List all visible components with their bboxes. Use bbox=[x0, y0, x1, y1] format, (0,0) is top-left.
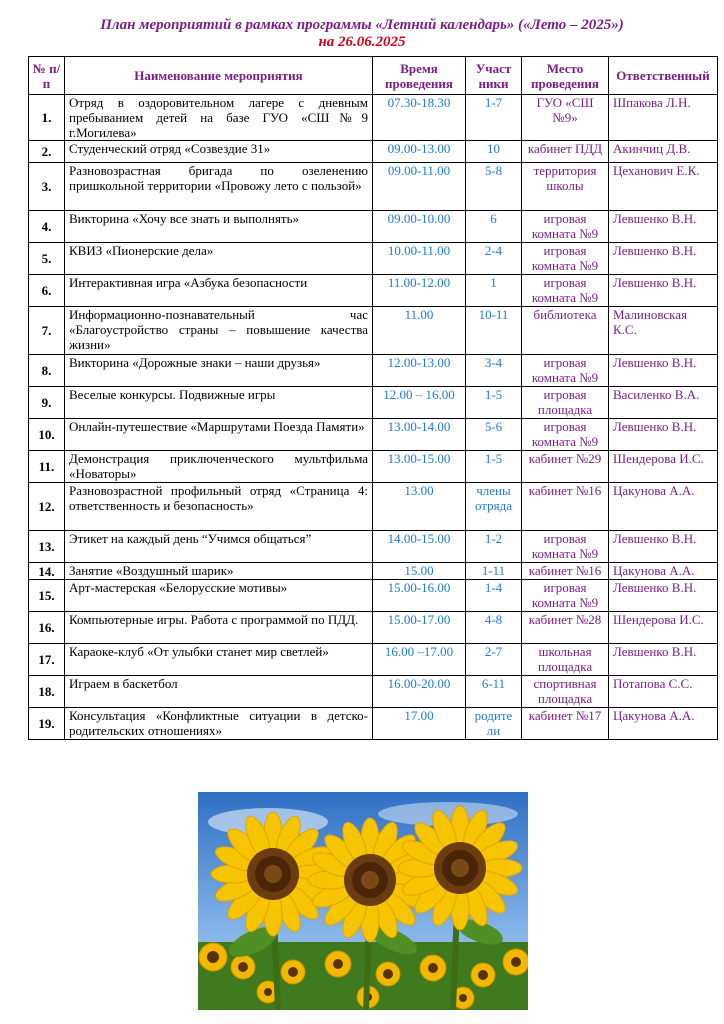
row-number: 11. bbox=[29, 451, 65, 483]
event-participants: 4-8 bbox=[466, 612, 522, 644]
sunflowers-image bbox=[198, 792, 528, 1010]
col-header-num: № п/п bbox=[29, 57, 65, 95]
event-time: 11.00 bbox=[373, 307, 466, 355]
event-participants: 1-4 bbox=[466, 580, 522, 612]
event-responsible: Левшенко В.Н. bbox=[609, 243, 718, 275]
event-name: Арт-мастерская «Белорусские мотивы» bbox=[65, 580, 373, 612]
table-row bbox=[29, 563, 718, 580]
event-name: Занятие «Воздушный шарик» bbox=[65, 563, 373, 580]
table-row bbox=[29, 163, 718, 211]
table-row bbox=[29, 307, 718, 355]
event-name: Компьютерные игры. Работа с программой по ПДД. bbox=[65, 612, 373, 644]
table-row bbox=[29, 612, 718, 644]
event-participants: 6-11 bbox=[466, 676, 522, 708]
event-participants: 3-4 bbox=[466, 355, 522, 387]
event-time: 13.00 bbox=[373, 483, 466, 531]
row-number: 18. bbox=[29, 676, 65, 708]
event-responsible: Шендерова И.С. bbox=[609, 451, 718, 483]
event-name: Караоке-клуб «От улыбки станет мир светлей» bbox=[65, 644, 373, 676]
table-row bbox=[29, 483, 718, 531]
event-name: Веселые конкурсы. Подвижные игры bbox=[65, 387, 373, 419]
event-place: игровая площадка bbox=[522, 387, 609, 419]
event-participants: 1-2 bbox=[466, 531, 522, 563]
event-name: Консультация «Конфликтные ситуации в детско-родительских отношениях» bbox=[65, 708, 373, 740]
event-place: кабинет №17 bbox=[522, 708, 609, 740]
table-header-row bbox=[29, 57, 718, 95]
event-time: 12.00 – 16.00 bbox=[373, 387, 466, 419]
event-name: Онлайн-путешествие «Маршрутами Поезда Памяти» bbox=[65, 419, 373, 451]
row-number: 3. bbox=[29, 163, 65, 211]
col-header-place: Место проведения bbox=[522, 57, 609, 95]
table-row bbox=[29, 419, 718, 451]
event-responsible: Левшенко В.Н. bbox=[609, 644, 718, 676]
table-row bbox=[29, 451, 718, 483]
event-participants: 1-5 bbox=[466, 451, 522, 483]
event-time: 09.00-10.00 bbox=[373, 211, 466, 243]
event-name: Играем в баскетбол bbox=[65, 676, 373, 708]
event-time: 15.00-16.00 bbox=[373, 580, 466, 612]
row-number: 6. bbox=[29, 275, 65, 307]
row-number: 12. bbox=[29, 483, 65, 531]
sunflowers-illustration bbox=[198, 792, 528, 1010]
row-number: 14. bbox=[29, 563, 65, 580]
event-time: 15.00 bbox=[373, 563, 466, 580]
event-responsible: Цакунова А.А. bbox=[609, 563, 718, 580]
event-name: КВИЗ «Пионерские дела» bbox=[65, 243, 373, 275]
event-name: Отряд в оздоровительном лагере с дневным пребыванием детей на базе ГУО «СШ№9 г.Могилева» bbox=[65, 95, 373, 141]
event-time: 11.00-12.00 bbox=[373, 275, 466, 307]
event-participants: 1-7 bbox=[466, 95, 522, 141]
event-participants: 2-4 bbox=[466, 243, 522, 275]
event-place: кабинет ПДД bbox=[522, 141, 609, 163]
event-place: школьная площадка bbox=[522, 644, 609, 676]
event-time: 07.30-18.30 bbox=[373, 95, 466, 141]
event-responsible: Цакунова А.А. bbox=[609, 483, 718, 531]
event-responsible: Левшенко В.Н. bbox=[609, 275, 718, 307]
table-row bbox=[29, 708, 718, 740]
table-row bbox=[29, 531, 718, 563]
row-number: 16. bbox=[29, 612, 65, 644]
event-place: кабинет №29 bbox=[522, 451, 609, 483]
event-place: кабинет №28 bbox=[522, 612, 609, 644]
event-time: 16.00 –17.00 bbox=[373, 644, 466, 676]
row-number: 2. bbox=[29, 141, 65, 163]
event-participants: 1 bbox=[466, 275, 522, 307]
row-number: 17. bbox=[29, 644, 65, 676]
event-time: 09.00-13.00 bbox=[373, 141, 466, 163]
table-row bbox=[29, 95, 718, 141]
col-header-time: Время проведения bbox=[373, 57, 466, 95]
event-participants: 1-5 bbox=[466, 387, 522, 419]
event-time: 10.00-11.00 bbox=[373, 243, 466, 275]
event-responsible: Левшенко В.Н. bbox=[609, 531, 718, 563]
event-place: спортивная площадка bbox=[522, 676, 609, 708]
event-time: 15.00-17.00 bbox=[373, 612, 466, 644]
row-number: 10. bbox=[29, 419, 65, 451]
event-place: территория школы bbox=[522, 163, 609, 211]
row-number: 5. bbox=[29, 243, 65, 275]
event-place: игровая комната №9 bbox=[522, 580, 609, 612]
event-place: игровая комната №9 bbox=[522, 355, 609, 387]
event-time: 17.00 bbox=[373, 708, 466, 740]
event-time: 16.00-20.00 bbox=[373, 676, 466, 708]
event-participants: 2-7 bbox=[466, 644, 522, 676]
event-place: кабинет №16 bbox=[522, 563, 609, 580]
title-line-1: План мероприятий в рамках программы «Летний календарь» («Лето – 2025») bbox=[100, 17, 624, 33]
event-participants: родите ли bbox=[466, 708, 522, 740]
page-title bbox=[0, 17, 724, 51]
event-responsible: Василенко В.А. bbox=[609, 387, 718, 419]
row-number: 9. bbox=[29, 387, 65, 419]
table-row bbox=[29, 243, 718, 275]
table-row bbox=[29, 644, 718, 676]
event-place: игровая комната №9 bbox=[522, 531, 609, 563]
event-time: 12.00-13.00 bbox=[373, 355, 466, 387]
event-responsible: Левшенко В.Н. bbox=[609, 419, 718, 451]
event-participants: 5-6 bbox=[466, 419, 522, 451]
event-responsible: Левшенко В.Н. bbox=[609, 211, 718, 243]
event-place: ГУО «СШ №9» bbox=[522, 95, 609, 141]
table-row bbox=[29, 355, 718, 387]
row-number: 7. bbox=[29, 307, 65, 355]
row-number: 13. bbox=[29, 531, 65, 563]
event-responsible: Потапова С.С. bbox=[609, 676, 718, 708]
event-responsible: Левшенко В.Н. bbox=[609, 355, 718, 387]
event-responsible: Акинчиц Д.В. bbox=[609, 141, 718, 163]
event-responsible: Цакунова А.А. bbox=[609, 708, 718, 740]
event-time: 14.00-15.00 bbox=[373, 531, 466, 563]
event-name: Информационно-познавательный час «Благоустройство страны – повышение качества жизни» bbox=[65, 307, 373, 355]
col-header-name: Наименование мероприятия bbox=[65, 57, 373, 95]
row-number: 19. bbox=[29, 708, 65, 740]
table-row bbox=[29, 387, 718, 419]
event-participants: 10-11 bbox=[466, 307, 522, 355]
events-table bbox=[28, 56, 718, 740]
event-participants: 10 bbox=[466, 141, 522, 163]
event-participants: 6 bbox=[466, 211, 522, 243]
row-number: 1. bbox=[29, 95, 65, 141]
event-place: игровая комната №9 bbox=[522, 419, 609, 451]
title-line-2: на 26.06.2025 bbox=[318, 34, 406, 50]
table-row bbox=[29, 275, 718, 307]
event-name: Демонстрация приключенческого мультфильма «Новаторы» bbox=[65, 451, 373, 483]
row-number: 4. bbox=[29, 211, 65, 243]
table-row bbox=[29, 141, 718, 163]
event-time: 13.00-14.00 bbox=[373, 419, 466, 451]
event-name: Интерактивная игра «Азбука безопасности bbox=[65, 275, 373, 307]
table-row bbox=[29, 676, 718, 708]
event-place: библиотека bbox=[522, 307, 609, 355]
event-responsible: Шпакова Л.Н. bbox=[609, 95, 718, 141]
event-participants: 1-11 bbox=[466, 563, 522, 580]
table-row bbox=[29, 211, 718, 243]
event-name: Викторина «Дорожные знаки – наши друзья» bbox=[65, 355, 373, 387]
event-time: 09.00-11.00 bbox=[373, 163, 466, 211]
event-participants: члены отряда bbox=[466, 483, 522, 531]
event-responsible: Шендерова И.С. bbox=[609, 612, 718, 644]
event-participants: 5-8 bbox=[466, 163, 522, 211]
event-name: Викторина «Хочу все знать и выполнять» bbox=[65, 211, 373, 243]
event-name: Разновозрастная бригада по озеленению пришкольной территории «Провожу лето с пользой» bbox=[65, 163, 373, 211]
event-place: игровая комната №9 bbox=[522, 275, 609, 307]
event-time: 13.00-15.00 bbox=[373, 451, 466, 483]
event-place: кабинет №16 bbox=[522, 483, 609, 531]
row-number: 8. bbox=[29, 355, 65, 387]
table-row bbox=[29, 580, 718, 612]
event-name: Студенческий отряд «Созвездие 31» bbox=[65, 141, 373, 163]
col-header-responsible: Ответственный bbox=[609, 57, 718, 95]
event-place: игровая комната №9 bbox=[522, 243, 609, 275]
col-header-participants: Участ ники bbox=[466, 57, 522, 95]
event-responsible: Цеханович Е.К. bbox=[609, 163, 718, 211]
event-responsible: Малиновская К.С. bbox=[609, 307, 718, 355]
row-number: 15. bbox=[29, 580, 65, 612]
event-place: игровая комната №9 bbox=[522, 211, 609, 243]
event-name: Разновозрастной профильный отряд «Страница 4: ответственность и безопасность» bbox=[65, 483, 373, 531]
event-responsible: Левшенко В.Н. bbox=[609, 580, 718, 612]
event-name: Этикет на каждый день “Учимся общаться” bbox=[65, 531, 373, 563]
